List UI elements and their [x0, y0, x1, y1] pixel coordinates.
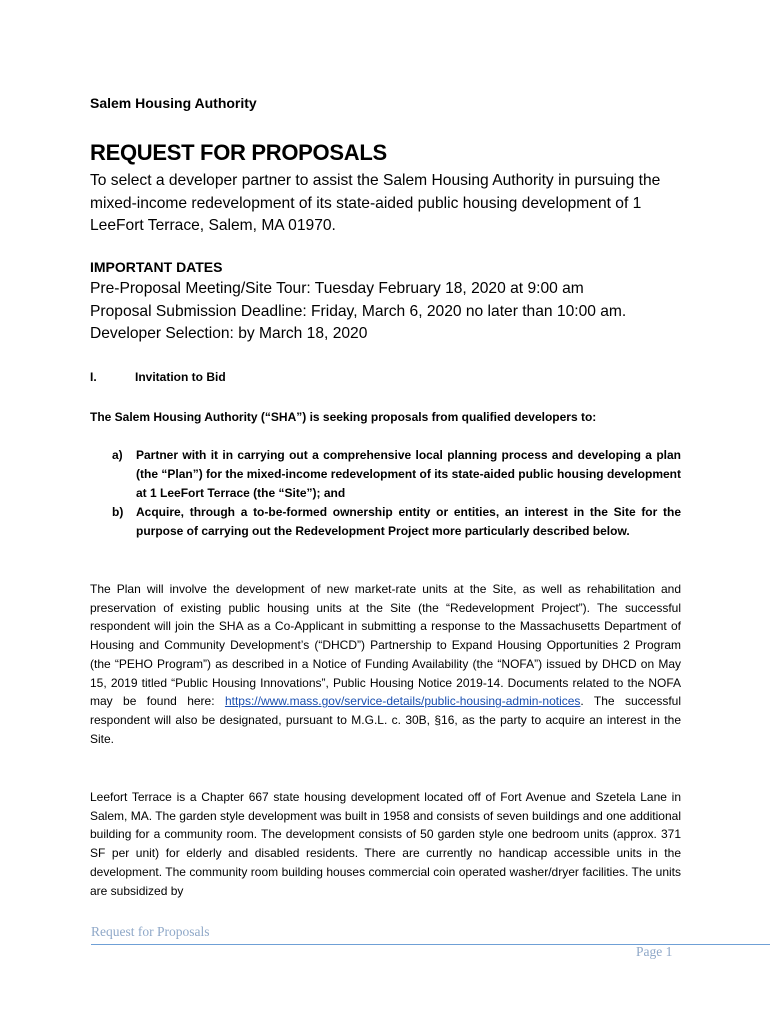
- list-item: [90, 446, 681, 503]
- date-line-selection: Developer Selection: by March 18, 2020: [90, 325, 368, 342]
- footer-document-title: Request for Proposals: [91, 924, 210, 939]
- paragraph-plan: [90, 580, 681, 748]
- list-item: [90, 503, 681, 541]
- list-marker: b): [112, 505, 124, 519]
- list-item-text: Acquire, through a to-be-formed ownership entity or entities, an interest in the Site for the purpose of carrying out the Redevelopment Project more particularly described below.: [136, 505, 681, 538]
- paragraph-plan-text-end: . The successful respondent will also be designated, pursuant to M.G.L. c. 30B, §16, as the party to acquire an interest in the Site.: [90, 694, 682, 746]
- nofa-documents-link[interactable]: https://www.mass.gov/service-details/public-housing-admin-notices: [224, 694, 581, 709]
- paragraph-leefort: Leefort Terrace is a Chapter 667 state housing development located off of Fort Avenue and Szetela Lane in Salem, MA. The garden style development was built in 1958 and consists of seven buildings and one additional building for a community room. The development consists of 50 garden style one bedroom units (approx. 371 SF per unit) for elderly and disabled residents. There are currently no handicap accessible units in the development. The community room building houses commercial coin operated washer/dryer facilities. The units are subsidized by: [90, 790, 681, 898]
- section-lead: The Salem Housing Authority (“SHA”) is seeking proposals from qualified developers to:: [90, 410, 597, 424]
- document-title: REQUEST FOR PROPOSALS: [90, 140, 387, 165]
- important-dates-heading: IMPORTANT DATES: [90, 259, 223, 275]
- section-number: I.: [90, 370, 97, 384]
- section-title: Invitation to Bid: [135, 370, 226, 384]
- page-number: Page 1: [636, 944, 673, 959]
- organization-name: Salem Housing Authority: [90, 95, 257, 111]
- list-marker: a): [112, 448, 123, 462]
- list-item-text: Partner with it in carrying out a comprehensive local planning process and developing a plan (the “Plan”) for the mixed-income redevelopment of its state-aided public housing development at 1 LeeFort Terrace (the “Site”); and: [136, 448, 681, 500]
- intro-text: To select a developer partner to assist the Salem Housing Authority in pursuing the mixed-income redevelopment of its state-aided public housing development of 1 LeeFort Terrace, Salem, MA 01970.: [90, 172, 661, 234]
- date-line-preproposal: Pre-Proposal Meeting/Site Tour: Tuesday February 18, 2020 at 9:00 am: [90, 280, 584, 297]
- paragraph-plan-text: The Plan will involve the development of new market-rate units at the Site, as well as rehabilitation and preservation of existing public housing units at the Site (the “Redevelopment Project”). The successful respondent will join the SHA as a Co-Applicant in submitting a response to the Massachusetts Department of Housing and Community Development’s (“DHCD”) Partnership to Expand Housing Opportunities 2 Program (the “PEHO Program”) as described in a Notice of Funding Availability (the “NOFA”) issued by DHCD on May 15, 2019 titled “Public Housing Innovations”, Public Housing Notice 2019-14. Documents related to the NOFA may be found here:: [90, 582, 681, 709]
- date-line-deadline: Proposal Submission Deadline: Friday, March 6, 2020 no later than 10:00 am.: [90, 303, 627, 320]
